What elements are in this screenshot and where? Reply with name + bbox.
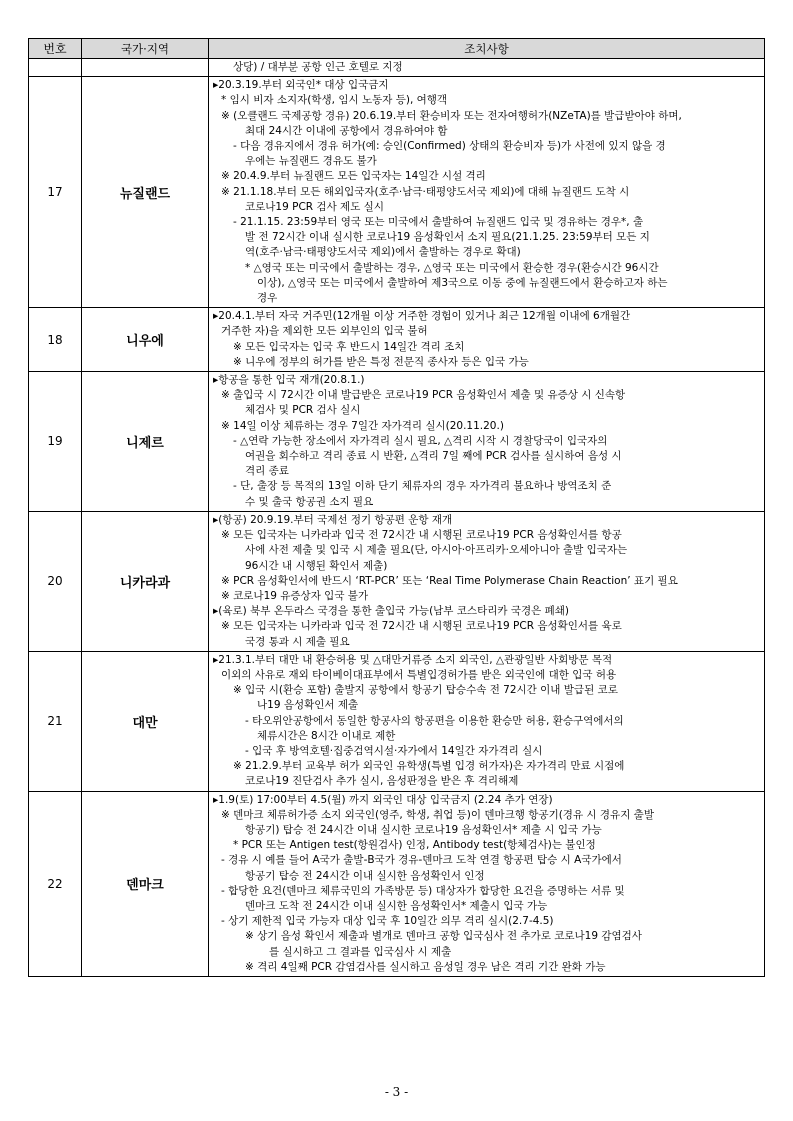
row-number: 22 [29, 791, 82, 976]
measure-line: 우에는 뉴질랜드 경유도 불가 [245, 155, 377, 168]
measure-line: - 단, 출장 등 목적의 13일 이하 단기 체류자의 경우 자가격리 불요하나 방역조치 준 [233, 480, 612, 493]
measure-line: ※ 입국 시(환승 포함) 출발지 공항에서 항공기 탑승수속 전 72시간 이내 발급된 코로 [233, 684, 618, 697]
measure-line: 나19 음성확인서 제출 [257, 699, 359, 712]
measure-line: - 21.1.15. 23:59부터 영국 또는 미국에서 출발하여 뉴질랜드 입국 및 경유하는 경우*, 출 [233, 216, 644, 229]
measure-line: 덴마크 도착 전 24시간 이내 실시한 음성확인서* 제출시 입국 가능 [245, 899, 548, 912]
measure-line: ▸21.3.1.부터 대만 내 환승허용 및 △대만거류증 소지 외국인, △관광일반 사회방문 목적 [213, 653, 613, 666]
measure-cell [209, 511, 765, 651]
row-number: 19 [29, 372, 82, 512]
measure-line: 항공기) 탑승 전 24시간 이내 실시한 코로나19 음성확인서* 제출 시 입국 가능 [245, 823, 602, 836]
measure-cell [209, 372, 765, 512]
country-name: 니카라과 [82, 511, 209, 651]
measure-cell [209, 77, 765, 308]
measure-line: - 입국 후 방역호텔·집중검역시설·자가에서 14일간 자가격리 실시 [245, 744, 543, 757]
measure-line: 상당) / 대부분 공항 인근 호텔로 지정 [233, 61, 403, 73]
measure-line: 이외의 사유로 재외 타이베이대표부에서 특별입경허가를 받은 외국인에 대한 입국 허용 [221, 668, 617, 681]
measure-line: ※ 격리 4일째 PCR 감염검사를 실시하고 음성일 경우 남은 격리 기간 완화 가능 [245, 960, 606, 973]
measure-line: ※ 14일 이상 체류하는 경우 7일간 자가격리 실시(20.11.20.) [221, 419, 504, 432]
row-number: 21 [29, 651, 82, 791]
measure-line: - △연락 가능한 장소에서 자가격리 실시 필요, △격리 시작 시 경찰당국이 입국자의 [233, 434, 608, 447]
table-row [29, 651, 765, 791]
measure-line: 이상), △영국 또는 미국에서 출발하여 제3국으로 이동 중에 뉴질랜드에서 환승하고자 하는 [257, 276, 668, 289]
measure-line: 최대 24시간 이내에 공항에서 경유하여야 함 [245, 124, 448, 137]
measure-line: 체검사 및 PCR 검사 실시 [245, 404, 361, 417]
measure-line: ※ (오클랜드 국제공항 경유) 20.6.19.부터 환승비자 또는 전자여행허가(NZeTA)를 발급받아야 하며, [221, 109, 682, 122]
measure-line: 거주한 자)을 제외한 모든 외부인의 입국 불허 [221, 325, 428, 338]
measure-line: - 합당한 요건(덴마크 체류국민의 가족방문 등) 대상자가 합당한 요건을 증명하는 서류 및 [221, 884, 625, 897]
measure-line: - 다음 경유지에서 경유 허가(예: 승인(Confirmed) 상태의 환승비자 등)가 사전에 있지 않을 경 [233, 140, 666, 153]
measure-line: 를 실시하고 그 결과를 입국심사 시 제출 [269, 945, 452, 958]
measure-line: ※ 20.4.9.부터 뉴질랜드 모든 입국자는 14일간 시설 격리 [221, 170, 486, 183]
row-number: 17 [29, 77, 82, 308]
row-number: 20 [29, 511, 82, 651]
measure-line: * △영국 또는 미국에서 출발하는 경우, △영국 또는 미국에서 환승한 경우(환승시간 96시간 [245, 261, 659, 274]
measure-line: 국경 통과 시 제출 필요 [245, 635, 350, 648]
measure-cell [209, 59, 765, 77]
measure-line: 항공기 탑승 전 24시간 이내 실시한 음성확인서 인정 [245, 869, 485, 882]
measure-line: ▸20.4.1.부터 자국 거주민(12개월 이상 거주한 경험이 있거나 최근 12개월 이내에 6개월간 [213, 310, 631, 323]
measure-line: ※ 모든 입국자는 니카라과 입국 전 72시간 내 시행된 코로나19 PCR 음성확인서를 항공 [221, 529, 622, 542]
measure-line: - 상기 제한적 입국 가능자 대상 입국 후 10일간 의무 격리 실시(2.7-4.5) [221, 915, 554, 928]
document-page [28, 38, 765, 977]
measure-line: ※ 모든 입국자는 입국 후 반드시 14일간 격리 조치 [233, 340, 465, 353]
measure-line: ▸(육로) 북부 온두라스 국경을 통한 출입국 가능(남부 코스타리카 국경은 폐쇄) [213, 605, 569, 618]
measure-line: * 임시 비자 소지자(학생, 임시 노동자 등), 여행객 [221, 94, 448, 107]
measure-line: ※ PCR 음성확인서에 반드시 ‘RT-PCR’ 또는 ‘Real Time Polymerase Chain Reaction’ 표기 필요 [221, 574, 678, 587]
table-body [29, 59, 765, 977]
country-name: 니우에 [82, 308, 209, 372]
country-name [82, 59, 209, 77]
measure-line: 코로나19 PCR 검사 제도 실시 [245, 200, 384, 213]
table-header-row [29, 39, 765, 59]
measure-line: ※ 출입국 시 72시간 이내 발급받은 코로나19 PCR 음성확인서 제출 및 유증상 시 신속항 [221, 389, 626, 402]
measure-line: ※ 코로나19 유증상자 입국 불가 [221, 589, 369, 602]
country-name: 니제르 [82, 372, 209, 512]
measure-line: 체류시간은 8시간 이내로 제한 [257, 729, 396, 742]
measure-line: ▸20.3.19.부터 외국인* 대상 입국금지 [213, 79, 389, 92]
table-row [29, 511, 765, 651]
country-name: 덴마크 [82, 791, 209, 976]
measure-line: 96시간 내 시행된 확인서 제출) [245, 559, 388, 572]
table-row [29, 77, 765, 308]
row-number [29, 59, 82, 77]
measure-line: ※ 상기 음성 확인서 제출과 별개로 덴마크 공항 입국심사 전 추가로 코로나19 감염검사 [245, 930, 642, 943]
measure-cell [209, 651, 765, 791]
measure-cell [209, 308, 765, 372]
page-number: - 3 - [384, 1085, 409, 1099]
measure-line: 사에 사전 제출 및 입국 시 제출 필요(단, 아시아·아프리카·오세아니아 출발 입국자는 [245, 544, 628, 557]
measure-line: 수 및 출국 항공권 소지 필요 [245, 495, 374, 508]
header-measures: 조치사항 [209, 39, 765, 59]
measure-line: 격리 종료 [245, 465, 289, 478]
row-number: 18 [29, 308, 82, 372]
measure-line: ▸항공을 통한 입국 재개(20.8.1.) [213, 374, 365, 387]
measure-line: 코로나19 진단검사 추가 실시, 음성판정을 받은 후 격리해제 [245, 775, 519, 788]
country-name: 뉴질랜드 [82, 77, 209, 308]
measure-line: - 경유 시 예를 들어 A국가 출발-B국가 경유-덴마크 도착 연결 항공편 탑승 시 A국가에서 [221, 854, 622, 867]
measure-line: ※ 모든 입국자는 니카라과 입국 전 72시간 내 시행된 코로나19 PCR 음성확인서를 육로 [221, 620, 622, 633]
measure-line: 역(호주·남극·태평양도서국 제외)에서 출발하는 경우로 확대) [245, 246, 521, 259]
table-row [29, 791, 765, 976]
measure-line: 여권을 회수하고 격리 종료 시 반환, △격리 7일 째에 PCR 검사를 실시하여 음성 시 [245, 450, 622, 463]
measure-line: ※ 덴마크 체류허가증 소지 외국인(영주, 학생, 취업 등)이 덴마크행 항공기(경유 시 경유지 출발 [221, 808, 654, 821]
table-row [29, 308, 765, 372]
measures-table [28, 38, 765, 977]
measure-line: ※ 21.2.9.부터 교육부 허가 외국인 유학생(특별 입경 허가자)은 자가격리 만료 시점에 [233, 760, 625, 773]
header-number: 번호 [29, 39, 82, 59]
measure-line: * PCR 또는 Antigen test(항원검사) 인정, Antibody test(항체검사)는 불인정 [233, 839, 596, 852]
measure-cell [209, 791, 765, 976]
header-country: 국가·지역 [82, 39, 209, 59]
country-name: 대만 [82, 651, 209, 791]
measure-line: 경우 [257, 292, 278, 305]
measure-line: 발 전 72시간 이내 실시한 코로나19 음성확인서 소지 필요(21.1.25. 23:59부터 모든 지 [245, 231, 650, 244]
measure-line: ※ 21.1.18.부터 모든 해외입국자(호주·남극·태평양도서국 제외)에 대해 뉴질랜드 도착 시 [221, 185, 630, 198]
measure-line: ▸(항공) 20.9.19.부터 국제선 정기 항공편 운항 재개 [213, 513, 453, 526]
measure-line: ▸1.9(토) 17:00부터 4.5(월) 까지 외국인 대상 입국금지 (2.24 추가 연장) [213, 793, 553, 806]
measure-line: ※ 니우에 정부의 허가를 받은 특정 전문직 종사자 등은 입국 가능 [233, 355, 529, 368]
measure-line: - 타오위안공항에서 동일한 항공사의 항공편을 이용한 환승만 허용, 환승구역에서의 [245, 714, 624, 727]
table-row [29, 59, 765, 77]
table-row [29, 372, 765, 512]
